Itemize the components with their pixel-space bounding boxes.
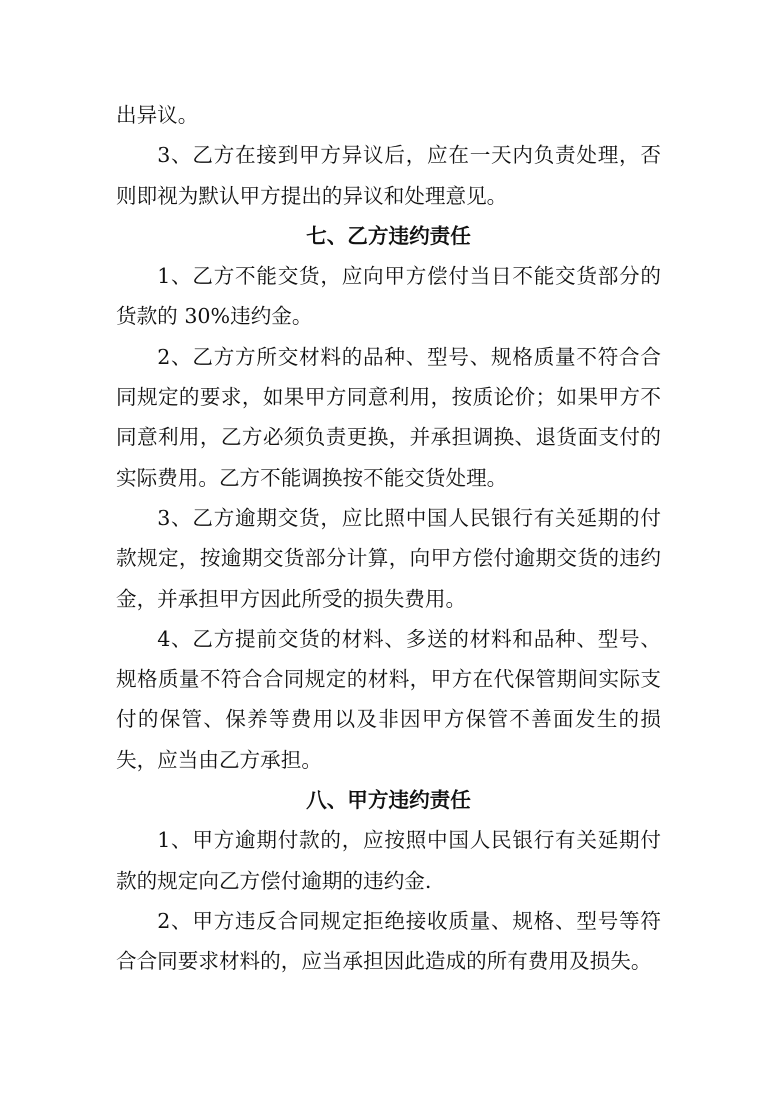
- paragraph-clause-6-3: 3、乙方在接到甲方异议后，应在一天内负责处理，否则即视为默认甲方提出的异议和处理意见。: [116, 143, 661, 208]
- section-heading-8: 八、甲方违约责任: [306, 788, 471, 813]
- section-heading-7: 七、乙方违约责任: [306, 223, 471, 248]
- paragraph-clause-7-2: 2、乙方方所交材料的品种、型号、规格质量不符合合同规定的要求，如果甲方同意利用，按质论价；如果甲方不同意利用，乙方必须负责更换，并承担调换、退货面支付的实际费用。乙方不能调换按不能交货处理。: [116, 344, 661, 490]
- paragraph-clause-7-3: 3、乙方逾期交货，应比照中国人民银行有关延期的付款规定，按逾期交货部分计算，向甲方偿付逾期交货的违约金，并承担甲方因此所受的损失费用。: [116, 505, 661, 611]
- paragraph-clause-7-4: 4、乙方提前交货的材料、多送的材料和品种、型号、规格质量不符合合同规定的材料，甲方在代保管期间实际支付的保管、保养等费用以及非因甲方保管不善面发生的损失，应当由乙方承担。: [116, 626, 661, 772]
- paragraph-clause-8-1: 1、甲方逾期付款的，应按照中国人民银行有关延期付款的规定向乙方偿付逾期的违约金.: [116, 828, 661, 893]
- paragraph-continuation: 出异议。: [116, 103, 199, 127]
- paragraph-clause-7-1: 1、乙方不能交货，应向甲方偿付当日不能交货部分的货款的 30%违约金。: [116, 264, 661, 329]
- document-body: [116, 95, 661, 982]
- paragraph-clause-8-2: 2、甲方违反合同规定拒绝接收质量、规格、型号等符合合同要求材料的，应当承担因此造成的所有费用及损失。: [116, 908, 661, 974]
